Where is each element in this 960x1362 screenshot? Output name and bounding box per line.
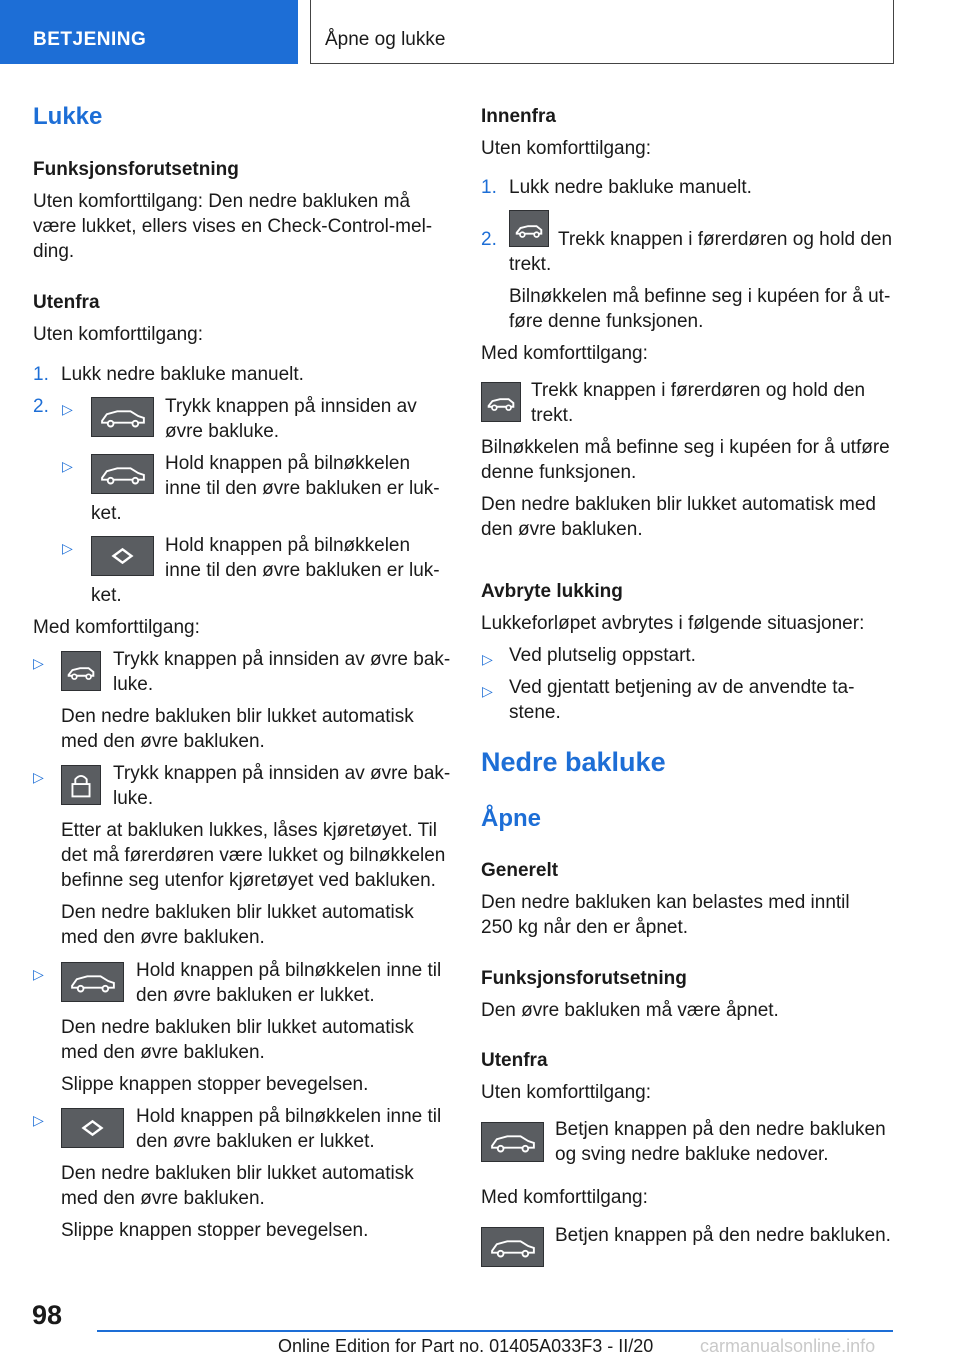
bullet-text: Trykk knappen på innsiden av øvre bak- <box>113 649 451 670</box>
step-text: trekt. <box>509 254 552 275</box>
car-trunk-icon <box>91 397 154 437</box>
paragraph: Uten komforttilgang: <box>481 1082 652 1103</box>
heading-innenfra: Innenfra <box>481 106 556 127</box>
paragraph: med den øvre bakluken. <box>61 731 265 752</box>
bullet-icon: ▷ <box>482 651 493 667</box>
heading-funksjon: Funksjonsforutsetning <box>481 968 687 989</box>
step-text: Trekk knappen i førerdøren og hold den <box>558 229 893 250</box>
bullet-icon: ▷ <box>62 401 73 417</box>
footer-edition: Online Edition for Part no. 01405A033F3 - II/20 <box>278 1336 654 1356</box>
car-key-icon <box>61 962 124 1002</box>
diamond-key-icon <box>91 536 154 576</box>
paragraph: Trekk knappen i førerdøren og hold den <box>531 380 866 401</box>
paragraph: denne funksjonen. <box>481 462 637 483</box>
paragraph: være lukket, ellers vises en Check-Control-mel- <box>33 216 433 237</box>
bullet-text: luke. <box>113 674 154 695</box>
heading-nedre-bakluke: Nedre bakluke <box>481 747 666 777</box>
car-small-icon <box>61 651 101 691</box>
paragraph: Slippe knappen stopper bevegelsen. <box>61 1220 369 1241</box>
step-text: Lukk nedre bakluke manuelt. <box>509 177 752 198</box>
bullet-text: Trykk knappen på innsiden av øvre bak- <box>113 763 451 784</box>
paragraph: det må førerdøren være lukket og bilnøkkelen <box>61 845 446 866</box>
paragraph: Den øvre bakluken må være åpnet. <box>481 1000 779 1021</box>
car-key-icon <box>91 454 154 494</box>
bullet-icon: ▷ <box>33 769 44 785</box>
paragraph: Slippe knappen stopper bevegelsen. <box>61 1074 369 1095</box>
bullet-text: den øvre bakluken er lukket. <box>136 1131 375 1152</box>
paragraph: Lukkeforløpet avbrytes i følgende situasjoner: <box>481 613 865 634</box>
paragraph: Med komforttilgang: <box>33 617 200 638</box>
heading-utenfra: Utenfra <box>33 292 100 313</box>
paragraph: Den nedre bakluken blir lukket automatisk <box>61 902 414 923</box>
footer-divider <box>97 1330 893 1332</box>
paragraph: trekt. <box>531 405 574 426</box>
door-pull-icon <box>481 382 521 422</box>
chapter-label: Åpne og lukke <box>325 29 446 50</box>
bullet-text: Hold knappen på bilnøkkelen <box>165 535 411 556</box>
paragraph: føre denne funksjonen. <box>509 311 704 332</box>
heading-utenfra: Utenfra <box>481 1050 548 1071</box>
bullet-text: ket. <box>91 503 122 524</box>
bullet-text: stene. <box>509 702 561 723</box>
chapter-tab <box>310 0 894 64</box>
heading-apne: Åpne <box>481 805 541 832</box>
diamond-key-icon <box>61 1108 124 1148</box>
paragraph: befinne seg utenfor kjøretøyet ved bakluken. <box>61 870 436 891</box>
bullet-text: luke. <box>113 788 154 809</box>
bullet-text: øvre bakluke. <box>165 421 280 442</box>
paragraph: Med komforttilgang: <box>481 343 648 364</box>
section-label: BETJENING <box>33 29 147 50</box>
bullet-icon: ▷ <box>33 966 44 982</box>
bullet-text: inne til den øvre bakluken er luk- <box>165 478 440 499</box>
step-number: 2. <box>33 396 49 417</box>
paragraph: Uten komforttilgang: Den nedre bakluken må <box>33 191 411 212</box>
car-trunk-icon <box>481 1122 544 1162</box>
bullet-icon: ▷ <box>62 540 73 556</box>
bullet-text: ket. <box>91 585 122 606</box>
car-trunk-icon <box>481 1227 544 1267</box>
step-number: 1. <box>33 364 49 385</box>
step-number: 1. <box>481 177 497 198</box>
paragraph: den øvre bakluken. <box>481 519 643 540</box>
paragraph: Den nedre bakluken blir lukket automatisk <box>61 1017 414 1038</box>
paragraph: Den nedre bakluken blir lukket automatisk <box>61 706 414 727</box>
watermark: carmanualsonline.info <box>700 1336 876 1356</box>
heading-lukke: Lukke <box>33 103 103 130</box>
paragraph: Uten komforttilgang: <box>481 138 652 159</box>
paragraph: Med komforttilgang: <box>481 1187 648 1208</box>
paragraph: ding. <box>33 241 75 262</box>
section-tab <box>0 0 298 64</box>
bullet-text: Hold knappen på bilnøkkelen <box>165 453 411 474</box>
door-pull-icon <box>509 210 549 247</box>
page-number: 98 <box>32 1300 63 1330</box>
bullet-icon: ▷ <box>33 1112 44 1128</box>
heading-avbryte: Avbryte lukking <box>481 581 623 602</box>
paragraph: Betjen knappen på den nedre bakluken <box>555 1119 886 1140</box>
step-number: 2. <box>481 229 497 250</box>
bullet-icon: ▷ <box>482 683 493 699</box>
bullet-text: den øvre bakluken er lukket. <box>136 985 375 1006</box>
paragraph: Betjen knappen på den nedre bakluken. <box>555 1225 891 1246</box>
bullet-text: Ved plutselig oppstart. <box>509 645 696 666</box>
paragraph: med den øvre bakluken. <box>61 1188 265 1209</box>
paragraph: og sving nedre bakluke nedover. <box>555 1144 829 1165</box>
bullet-icon: ▷ <box>62 458 73 474</box>
paragraph: Etter at bakluken lukkes, låses kjøretøyet. Til <box>61 820 437 841</box>
bullet-text: Hold knappen på bilnøkkelen inne til <box>136 960 442 981</box>
paragraph: Den nedre bakluken blir lukket automatisk <box>61 1163 414 1184</box>
bullet-icon: ▷ <box>33 655 44 671</box>
heading-generelt: Generelt <box>481 860 559 881</box>
paragraph: Den nedre bakluken kan belastes med inntil <box>481 892 850 913</box>
paragraph: Bilnøkkelen må befinne seg i kupéen for å ut- <box>509 286 891 307</box>
paragraph: med den øvre bakluken. <box>61 1042 265 1063</box>
lock-icon <box>61 765 101 805</box>
heading-funksjon: Funksjonsforutsetning <box>33 159 239 180</box>
paragraph: Bilnøkkelen må befinne seg i kupéen for å utføre <box>481 437 890 458</box>
paragraph: 250 kg når den er åpnet. <box>481 917 689 938</box>
paragraph: Uten komforttilgang: <box>33 324 204 345</box>
bullet-text: Ved gjentatt betjening av de anvendte ta- <box>509 677 855 698</box>
bullet-text: Hold knappen på bilnøkkelen inne til <box>136 1106 442 1127</box>
step-text: Lukk nedre bakluke manuelt. <box>61 364 304 385</box>
paragraph: Den nedre bakluken blir lukket automatisk med <box>481 494 876 515</box>
bullet-text: Trykk knappen på innsiden av <box>165 396 417 417</box>
paragraph: med den øvre bakluken. <box>61 927 265 948</box>
bullet-text: inne til den øvre bakluken er luk- <box>165 560 440 581</box>
